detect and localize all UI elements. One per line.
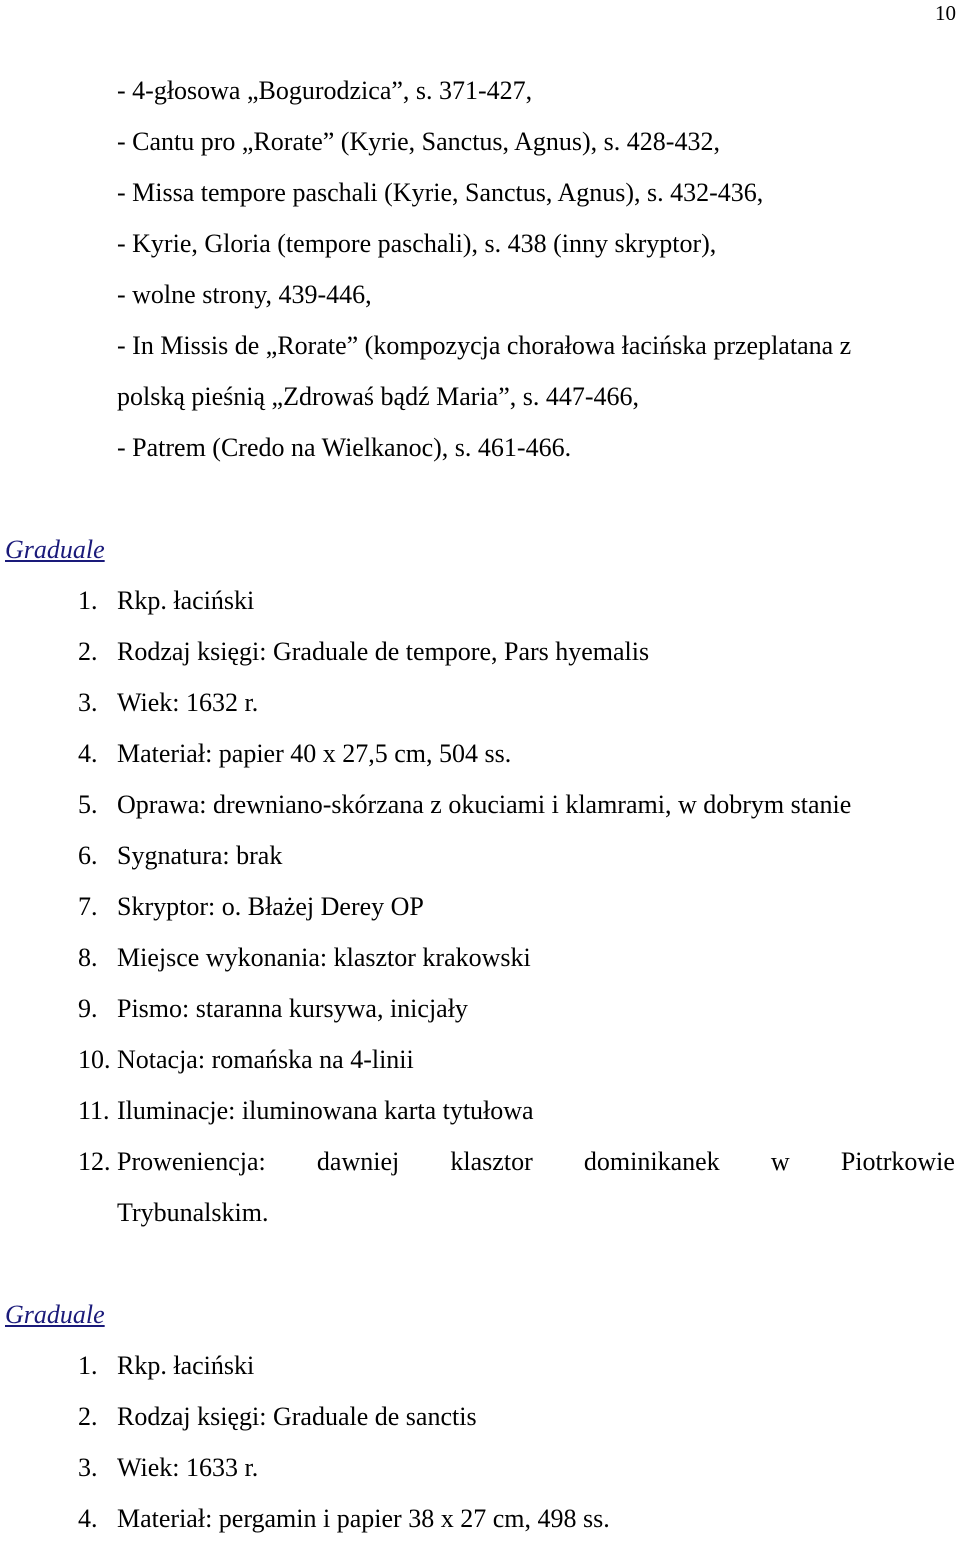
list-item (5, 1340, 955, 1391)
item-text: Materiał: papier 40 x 27,5 cm, 504 ss. (117, 739, 512, 768)
list-line: polską pieśnią „Zdrowaś bądź Maria”, s. 447-466, (117, 382, 640, 411)
item-text: Materiał: pergamin i papier 38 x 27 cm, 498 ss. (117, 1504, 610, 1533)
item-number: 8. (78, 943, 98, 972)
item-number: 10. (78, 1045, 111, 1074)
section-heading: Graduale (5, 1300, 105, 1329)
item-word: dominikanek (583, 1147, 720, 1176)
list-line: - In Missis de „Rorate” (kompozycja chorałowa łacińska przeplatana z (117, 331, 852, 360)
item-text: Rkp. łaciński (117, 1351, 255, 1380)
item-number: 2. (78, 637, 98, 666)
item-number: 6. (78, 841, 98, 870)
item-text: Skryptor: o. Błażej Derey OP (117, 892, 424, 921)
item-text: Oprawa: drewniano-skórzana z okuciami i klamrami, w dobrym stanie (117, 790, 852, 819)
section-graduale-1 (5, 524, 955, 1238)
list-item (5, 1085, 955, 1136)
item-number: 4. (78, 739, 98, 768)
list-item (5, 1442, 955, 1493)
item-number: 5. (78, 790, 98, 819)
item-number: 4. (78, 1504, 98, 1533)
item-number: 11. (78, 1096, 110, 1125)
item-word: Proweniencja: (117, 1147, 266, 1176)
list-item (5, 626, 955, 677)
list-line: - wolne strony, 439-446, (117, 280, 372, 309)
item-text: Rkp. łaciński (117, 586, 255, 615)
list-item (5, 677, 955, 728)
list-item (5, 830, 955, 881)
item-word: klasztor (450, 1147, 533, 1176)
list-item (5, 983, 955, 1034)
list-line: - Patrem (Credo na Wielkanoc), s. 461-466. (117, 433, 572, 462)
list-line: - Cantu pro „Rorate” (Kyrie, Sanctus, Agnus), s. 428-432, (117, 127, 720, 156)
list-item-provenance (5, 1136, 955, 1187)
item-number: 1. (78, 1351, 98, 1380)
section-graduale-2 (5, 1289, 955, 1544)
item-text: Notacja: romańska na 4-linii (117, 1045, 414, 1074)
item-number: 2. (78, 1402, 98, 1431)
item-text: Sygnatura: brak (117, 841, 283, 870)
item-text: Miejsce wykonania: klasztor krakowski (117, 943, 531, 972)
document-body (5, 65, 955, 1544)
item-number: 9. (78, 994, 98, 1023)
list-item (5, 779, 955, 830)
list-line: - 4-głosowa „Bogurodzica”, s. 371-427, (117, 76, 533, 105)
list-item (5, 575, 955, 626)
item-continuation: Trybunalskim. (117, 1198, 269, 1227)
list-item (5, 1034, 955, 1085)
item-word: dawniej (316, 1147, 400, 1176)
section-heading: Graduale (5, 535, 105, 564)
item-word: Piotrkowie (840, 1147, 955, 1176)
section-spacer (5, 1238, 955, 1289)
item-text: Rodzaj księgi: Graduale de tempore, Pars hyemalis (117, 637, 650, 666)
item-number: 3. (78, 1453, 98, 1482)
item-number: 1. (78, 586, 98, 615)
item-number: 7. (78, 892, 98, 921)
list-line: - Kyrie, Gloria (tempore paschali), s. 438 (inny skryptor), (117, 229, 717, 258)
item-text: Rodzaj księgi: Graduale de sanctis (117, 1402, 477, 1431)
contents-list (5, 65, 955, 473)
page-number: 10 (935, 1, 956, 25)
list-item (5, 1391, 955, 1442)
item-number: 3. (78, 688, 98, 717)
item-text (117, 1136, 955, 1187)
list-item (5, 1493, 955, 1544)
item-text: Wiek: 1632 r. (117, 688, 259, 717)
list-line: - Missa tempore paschali (Kyrie, Sanctus, Agnus), s. 432-436, (117, 178, 764, 207)
item-number: 12. (78, 1147, 111, 1176)
list-item (5, 932, 955, 983)
list-item (5, 728, 955, 779)
item-text: Wiek: 1633 r. (117, 1453, 259, 1482)
list-item (5, 881, 955, 932)
item-word: w (770, 1147, 790, 1176)
item-text: Iluminacje: iluminowana karta tytułowa (117, 1096, 534, 1125)
item-text: Pismo: staranna kursywa, inicjały (117, 994, 468, 1023)
